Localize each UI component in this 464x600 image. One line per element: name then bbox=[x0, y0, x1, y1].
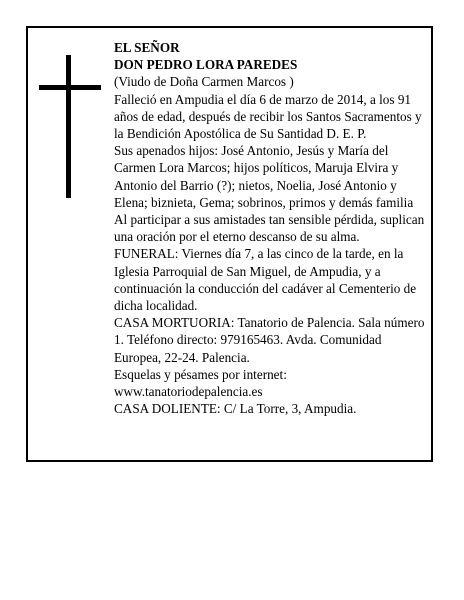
mortuary-info: CASA MORTUORIA: Tanatorio de Palencia. Sala número 1. Teléfono directo: 979165463. Avda. Comunidad Europea, 22-24. Palencia. bbox=[114, 315, 425, 365]
cross-vertical-bar bbox=[66, 55, 71, 198]
online-condolences-url: www.tanatoriodepalencia.es bbox=[114, 384, 263, 400]
funeral-info: FUNERAL: Viernes día 7, a las cinco de la tarde, en la Iglesia Parroquial de San Miguel, de Ampudia, y a continuación la conducción del cadáver al Cementerio de dicha localidad. bbox=[114, 246, 417, 314]
widow-note: (Viudo de Doña Carmen Marcos ) bbox=[114, 74, 294, 90]
cross-horizontal-bar bbox=[39, 85, 101, 90]
cross-icon bbox=[39, 55, 101, 198]
obituary-text bbox=[114, 39, 426, 417]
death-announcement: Falleció en Ampudia el día 6 de marzo de 2014, a los 91 años de edad, después de recibir los Santos Sacramentos y la Bendición Apostólica de Su Santidad D. E. P. bbox=[114, 91, 422, 142]
prayer-request: Al participar a sus amistades tan sensible pérdida, suplican una oración por el eterno descanso de su alma. bbox=[114, 212, 425, 245]
family-list: Sus apenados hijos: José Antonio, Jesús y María del Carmen Lora Marcos; hijos políticos, Maruja Elvira y Antonio del Barrio (?); nietos, Noelia, José Antonio y Elena; biznieta, Gema; sobrinos, primos y demás familia bbox=[114, 143, 414, 210]
online-condolences-label: Esquelas y pésames por internet: bbox=[114, 366, 287, 382]
deceased-name: DON PEDRO LORA PAREDES bbox=[114, 57, 298, 73]
mourning-house-info: CASA DOLIENTE: C/ La Torre, 3, Ampudia. bbox=[114, 401, 357, 417]
title-line-1: EL SEÑOR bbox=[114, 40, 180, 55]
